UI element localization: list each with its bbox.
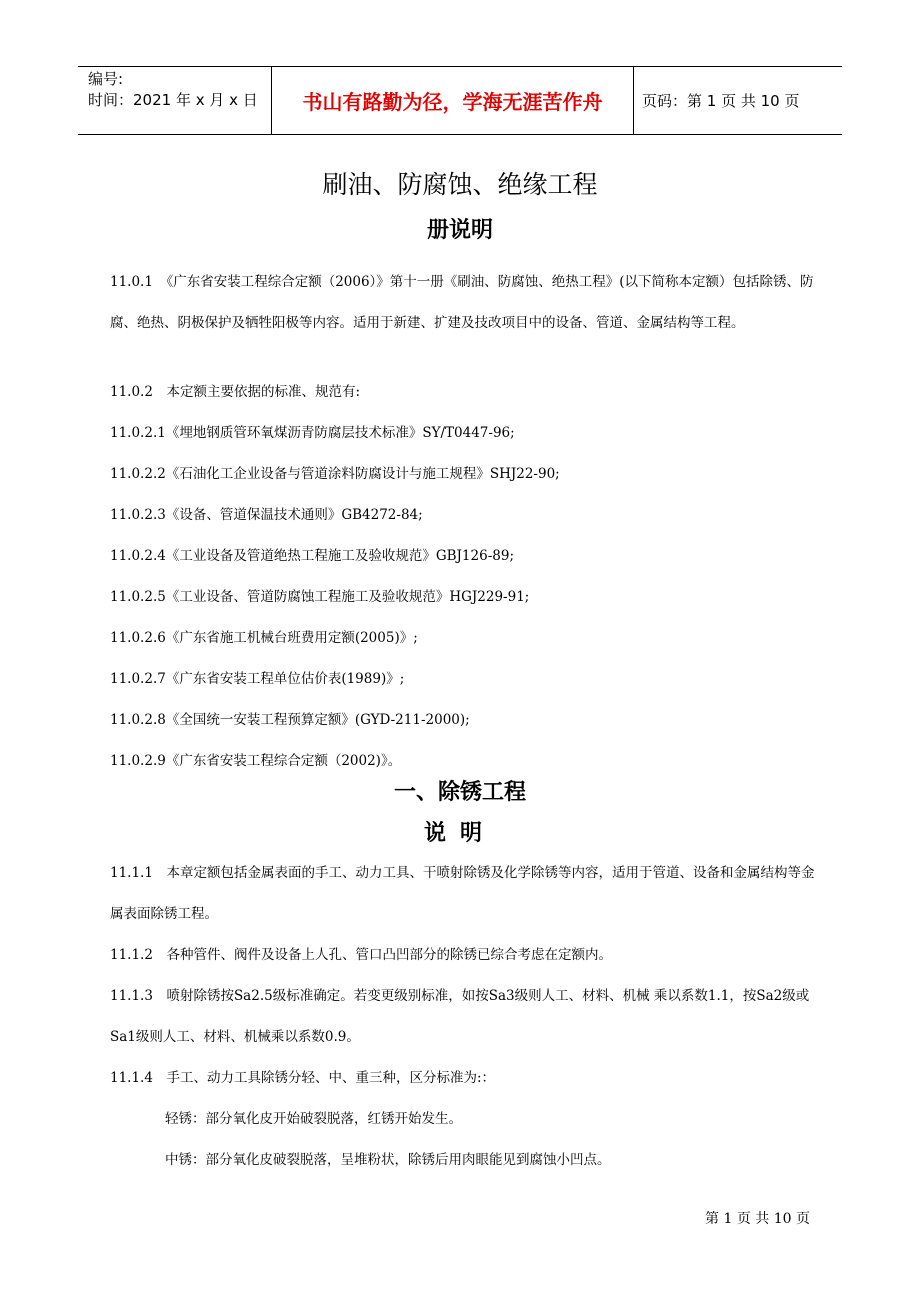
paragraph: 11.0.2.3《设备、管道保温技术通则》GB4272-84; (110, 507, 423, 523)
paragraph: 11.0.2.6《广东省施工机械台班费用定额(2005)》; (110, 630, 418, 646)
motto: 书山有路勤为径，学海无涯苦作舟 (272, 67, 634, 134)
paragraph: 11.0.1 《广东省安装工程综合定额（2006）》第十一册《刷油、防腐蚀、绝热工程》(以下简称本定额）包括除锈、防腐、绝热、阴极保护及牺牲阳极等内容。适用于新建、扩建及技改项目中的设备、管道、金属结构等工程。 (110, 274, 814, 331)
paragraph: 11.0.2.2《石油化工企业设备与管道涂料防腐设计与施工规程》SHJ22-90; (110, 466, 560, 482)
paragraph: 11.1.1 本章定额包括金属表面的手工、动力工具、干喷射除锈及化学除锈等内容，适用于管道、设备和金属结构等金属表面除锈工程。 (110, 865, 815, 922)
chapter-heading: 一、除锈工程 (393, 779, 526, 805)
paragraph: 11.0.2.4《工业设备及管道绝热工程施工及验收规范》GBJ126-89; (110, 548, 514, 564)
number-label: 编号: (88, 70, 124, 88)
document-title: 刷油、防腐蚀、绝缘工程 (322, 170, 598, 199)
paragraph: 11.1.3 喷射除锈按Sa2.5级标准确定。若变更级别标准，如按Sa3级则人工、材料、机械 乘以系数1.1，按Sa2级或Sa1级则人工、材料、机械乘以系数0.9。 (110, 988, 810, 1045)
paragraph: 11.1.4 手工、动力工具除锈分轻、中、重三种，区分标准为:： (110, 1070, 495, 1086)
paragraph: 中锈：部分氧化皮破裂脱落，呈堆粉状，除锈后用肉眼能见到腐蚀小凹点。 (165, 1152, 611, 1168)
time-label: 时间：2021 年 x 月 x 日 (88, 91, 258, 109)
paragraph: 11.0.2.5《工业设备、管道防腐蚀工程施工及验收规范》HGJ229-91; (110, 589, 530, 605)
explain-heading: 说明 (423, 820, 496, 846)
paragraph: 11.0.2.8《全国统一安装工程预算定额》(GYD-211-2000); (110, 712, 470, 728)
volume-heading: 册说明 (426, 217, 493, 243)
paragraph: 11.1.2 各种管件、阀件及设备上人孔、管口凸凹部分的除锈已综合考虑在定额内。 (110, 947, 612, 963)
header-page-label: 页码：第 1 页 共 10 页 (642, 92, 800, 110)
page-header (78, 66, 842, 135)
paragraph: 轻锈：部分氧化皮开始破裂脱落，红锈开始发生。 (165, 1111, 462, 1127)
paragraph: 11.0.2 本定额主要依据的标准、规范有: (110, 384, 360, 400)
page-footer: 第 1 页 共 10 页 (705, 1211, 810, 1227)
header-left-cell (78, 67, 272, 134)
paragraph: 11.0.2.9《广东省安装工程综合定额（2002)》。 (110, 753, 402, 769)
paragraph: 11.0.2.7《广东省安装工程单位估价表(1989)》; (110, 671, 405, 687)
paragraph: 11.0.2.1《埋地钢质管环氧煤沥青防腐层技术标准》SY/T0447-96; (110, 425, 515, 441)
